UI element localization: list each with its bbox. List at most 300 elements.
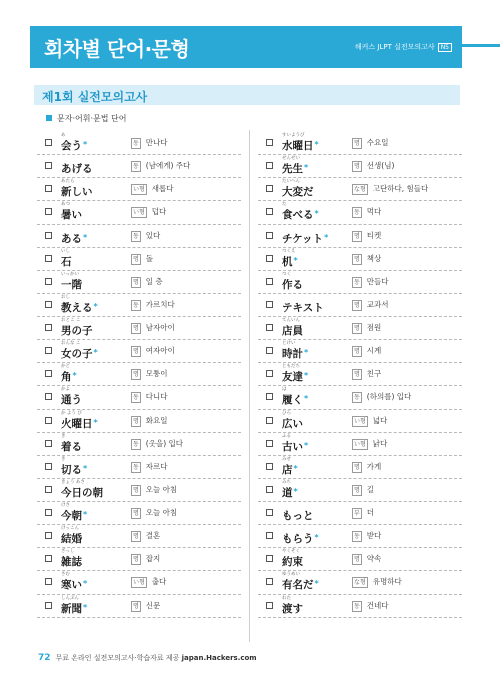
word-row [37,248,241,271]
word-kanji: 男の子 [61,325,93,337]
part-of-speech-badge: 명 [133,602,139,610]
meaning-text: 덥다 [151,207,167,217]
furigana: けさ [61,503,70,508]
checkbox[interactable] [45,393,52,400]
word-text [61,577,87,592]
meaning-text: 교과서 [366,299,389,309]
furigana: すいようび [282,133,305,138]
word-row [258,294,462,317]
word-kanji: 切る [61,463,82,476]
furigana: ゆうめい [282,572,300,578]
meaning-text: 남자아이 [145,323,175,332]
level-badge: N5 [438,43,452,52]
checkbox[interactable] [45,602,52,609]
checkbox[interactable] [266,232,273,239]
meaning-text: 있다 [145,230,161,240]
checkbox[interactable] [266,393,273,400]
word-text [282,254,298,269]
star-mark: * [293,486,298,496]
part-of-speech-badge: 명 [133,556,139,564]
word-kanji: 暑い [61,209,82,222]
part-of-speech-badge: 명 [133,510,139,517]
checkbox[interactable] [45,532,52,539]
meaning-text: 건네다 [366,600,389,610]
word-kanji: ある [61,232,82,245]
word-row [37,456,241,479]
word-kanji: 時計 [282,348,303,361]
star-mark: * [83,232,88,242]
star-mark: * [83,510,88,519]
furigana: てんいん [282,318,300,323]
word-kanji: 店員 [282,325,303,337]
part-of-speech-badge: 명 [133,255,139,263]
part-of-speech-badge: 동 [354,209,360,217]
furigana: しんぶん [61,595,79,601]
checkbox[interactable] [45,278,52,285]
part-of-speech-badge: 부 [354,510,360,517]
part-of-speech-badge: 동 [133,440,139,448]
word-text [61,138,87,153]
part-of-speech-badge: 명 [133,533,139,541]
word-row [258,456,462,479]
word-row [258,248,462,271]
meaning-text: (옷을) 입다 [145,438,184,448]
word-text [61,369,77,384]
furigana: みち [282,479,291,485]
word-kanji: 火曜日 [61,417,93,430]
part-of-speech-badge: 명 [133,348,139,356]
word-row [37,595,241,618]
checkbox[interactable] [45,417,52,424]
meaning-text: 수요일 [366,138,389,147]
meaning-text: (남에게) 주다 [145,161,191,171]
word-text [282,392,308,407]
word-row [258,317,462,340]
part-of-speech-badge: 명 [354,486,360,494]
word-kanji: 古い [282,440,303,453]
word-text [282,462,298,477]
part-of-speech-badge: い형 [354,417,366,425]
word-list-left [37,132,241,618]
word-kanji: 作る [282,278,303,291]
word-row [37,155,241,178]
word-row [37,410,241,433]
word-kanji: 角 [61,371,72,384]
word-text [282,184,315,199]
word-kanji: 教える [61,301,93,314]
checkbox[interactable] [45,370,52,377]
word-row [258,433,462,456]
furigana: き [61,433,66,439]
part-of-speech-badge: 명 [354,348,360,356]
part-of-speech-badge: 동 [133,232,139,240]
meaning-text: 잡지 [145,554,161,564]
word-kanji: 大変だ [282,186,314,199]
word-row [37,479,241,502]
footer-url: japan.Hackers.com [181,654,257,662]
word-text [61,346,98,361]
word-text [282,138,319,153]
word-kanji: 結婚 [61,533,82,546]
checkbox[interactable] [266,208,273,215]
part-of-speech-badge: 명 [354,163,360,171]
furigana: きょう あさ [61,479,85,485]
part-of-speech-badge: 명 [133,278,139,286]
word-text [61,207,83,222]
furigana: ひろ [282,410,291,416]
checkbox[interactable] [45,440,52,447]
word-row [37,178,241,201]
furigana: あ [61,133,66,138]
furigana: おとこ こ [61,318,81,323]
checkbox[interactable] [266,578,273,585]
word-row [37,225,241,248]
meaning-text: 약속 [366,554,382,564]
star-mark: * [83,140,88,149]
furigana: あたら [61,179,75,185]
checkbox[interactable] [266,255,273,262]
part-of-speech-badge: 명 [354,463,360,471]
word-kanji: 新しい [61,186,93,199]
star-mark: * [304,440,309,450]
checkbox[interactable] [266,440,273,447]
word-text [282,369,308,384]
furigana: さむ [61,572,70,578]
part-of-speech-badge: い형 [133,579,145,587]
checkbox[interactable] [45,185,52,192]
word-kanji: 店 [282,463,293,476]
checkbox[interactable] [45,578,52,585]
word-list-right [258,132,462,618]
star-mark: * [314,579,319,589]
checkbox[interactable] [45,463,52,470]
meaning-text: 고단하다, 힘들다 [372,184,429,194]
checkbox[interactable] [266,417,273,424]
word-text [61,161,94,176]
part-of-speech-badge: 동 [133,140,139,147]
checkbox[interactable] [266,532,273,539]
furigana: いし [61,248,70,254]
word-kanji: もっと [282,510,314,522]
meaning-text: 시계 [366,346,382,356]
furigana: たいへん [282,179,300,185]
word-kanji: 先生 [282,163,303,176]
checkbox[interactable] [266,486,273,493]
star-mark: * [83,602,88,612]
meaning-text: 신문 [145,600,161,610]
checkbox[interactable] [45,232,52,239]
furigana: ざっし [61,549,75,555]
word-kanji: 今朝 [61,510,82,522]
word-kanji: 新聞 [61,602,82,615]
star-mark: * [93,348,98,358]
page-footer [38,653,257,663]
star-mark: * [93,301,98,311]
word-text [61,277,83,292]
checkbox[interactable] [266,162,273,169]
checkbox[interactable] [266,370,273,377]
word-kanji: 女の子 [61,348,93,361]
header-rule [462,44,500,47]
word-text [282,231,328,246]
furigana: おんな こ [61,341,81,347]
part-of-speech-badge: な형 [354,186,366,194]
word-kanji: 有名だ [282,579,314,592]
meaning-text: 일 층 [145,276,163,286]
word-row [258,525,462,548]
part-of-speech-badge: 명 [354,301,360,309]
part-of-speech-badge: 동 [133,394,139,402]
checkbox[interactable] [266,185,273,192]
star-mark: * [83,463,88,473]
checkbox[interactable] [266,463,273,470]
part-of-speech-badge: 동 [354,394,360,402]
word-text [61,485,104,500]
word-row [258,155,462,178]
furigana: は [282,387,287,393]
page-title: 회차별 단어·문형 [44,37,190,61]
word-row [258,386,462,409]
meaning-text: (하의를) 입다 [366,392,412,402]
word-text [282,601,304,616]
meaning-text: 친구 [366,369,382,379]
furigana: ふる [282,433,291,439]
word-kanji: 会う [61,140,82,152]
meaning-text: 길 [366,484,375,494]
checkbox[interactable] [45,255,52,262]
brand-name: 해커스 JLPT 실전모의고사 [354,43,435,51]
word-text [282,485,298,500]
word-row [37,294,241,317]
part-of-speech-badge: 동 [133,163,139,171]
word-kanji: 着る [61,440,82,453]
furigana: ともだち [282,364,300,370]
meaning-text: 티켓 [366,230,382,240]
word-kanji: 履く [282,394,303,407]
word-text [282,508,315,523]
star-mark: * [304,394,309,404]
word-text [61,254,73,269]
subsection-heading [46,113,126,124]
part-of-speech-badge: い형 [354,440,366,448]
star-mark: * [72,371,77,381]
furigana: やくそく [282,549,300,555]
brand-label [355,42,452,52]
word-kanji: 約束 [282,556,303,569]
part-of-speech-badge: 명 [354,556,360,564]
checkbox[interactable] [45,347,52,354]
furigana: せんせい [282,156,300,162]
word-kanji: 石 [61,255,72,268]
word-kanji: 寒い [61,579,82,592]
checkbox[interactable] [266,602,273,609]
word-row [258,571,462,594]
word-row [258,178,462,201]
checkbox[interactable] [266,139,273,146]
word-text [282,207,319,222]
word-row [258,595,462,618]
furigana: けっこん [61,526,79,532]
part-of-speech-badge: 명 [354,371,360,379]
furigana: つく [282,271,291,277]
word-text [282,577,319,592]
part-of-speech-badge: 동 [354,533,360,541]
word-kanji: 渡す [282,602,303,615]
word-text [61,392,83,407]
word-kanji: 食べる [282,209,314,222]
part-of-speech-badge: 명 [354,140,360,147]
meaning-text: 결혼 [145,531,161,541]
star-mark: * [83,579,88,589]
word-text [61,462,87,477]
word-text [282,161,308,176]
checkbox[interactable] [266,301,273,308]
part-of-speech-badge: い형 [133,209,145,217]
furigana: かよ [61,387,70,393]
checkbox[interactable] [45,162,52,169]
word-text [282,416,304,431]
meaning-text: 자르다 [145,461,168,471]
word-row [37,433,241,456]
word-kanji: 雑誌 [61,556,82,569]
word-row [258,340,462,363]
word-text [282,346,308,361]
star-mark: * [304,371,309,381]
checkbox[interactable] [45,509,52,516]
word-kanji: あげる [61,163,93,176]
part-of-speech-badge: 명 [354,255,360,263]
word-text [61,508,87,523]
word-row [258,225,462,248]
meaning-text: 책상 [366,253,382,263]
word-text [61,601,87,616]
word-row [37,525,241,548]
page-number: 72 [38,653,51,663]
part-of-speech-badge: 명 [354,325,360,332]
word-text [61,323,94,338]
section-banner [34,85,460,105]
word-kanji: 友達 [282,371,303,384]
word-row [37,271,241,294]
part-of-speech-badge: 동 [354,602,360,610]
word-kanji: 机 [282,255,293,268]
checkbox[interactable] [45,324,52,331]
star-mark: * [304,163,309,173]
checkbox[interactable] [45,139,52,146]
meaning-text: 가게 [366,461,382,471]
checkbox[interactable] [266,509,273,516]
word-text [282,531,319,546]
word-row [258,548,462,571]
meaning-text: 먹다 [366,207,382,217]
section-title: 제1회 실전모의고사 [42,90,148,104]
word-text [61,184,94,199]
word-text [282,277,304,292]
star-mark: * [293,463,298,473]
meaning-text: 넓다 [372,415,388,425]
meaning-text: 오늘 아침 [145,484,178,494]
part-of-speech-badge: な형 [354,579,366,587]
footer-text: 무료 온라인 실전모의고사·학습자료 제공 [55,654,180,662]
word-row [37,201,241,224]
word-kanji: 今日の朝 [61,486,103,499]
furigana: みせ [282,456,291,462]
checkbox[interactable] [45,301,52,308]
checkbox[interactable] [266,278,273,285]
meaning-text: 만나다 [145,138,168,147]
word-text [282,300,325,315]
furigana: とけい [282,341,296,347]
word-row [258,201,462,224]
word-row [258,410,462,433]
word-text [61,554,83,569]
page-header [30,26,462,68]
checkbox[interactable] [45,555,52,562]
word-row [258,502,462,525]
meaning-text: 돌 [145,253,154,263]
word-text [61,531,83,546]
star-mark: * [314,209,319,219]
word-row [37,340,241,363]
meaning-text: 유명하다 [372,577,402,587]
word-kanji: 通う [61,394,82,407]
furigana: た [282,202,287,208]
word-row [258,132,462,155]
word-row [37,502,241,525]
meaning-text: 오늘 아침 [145,508,178,517]
star-mark: * [324,232,329,242]
part-of-speech-badge: 명 [133,486,139,494]
checkbox[interactable] [45,486,52,493]
word-kanji: 道 [282,486,293,499]
word-row [37,571,241,594]
word-row [258,363,462,386]
column-divider [249,130,250,642]
word-row [37,132,241,155]
square-bullet-icon [46,115,52,121]
star-mark: * [293,255,298,265]
checkbox[interactable] [266,347,273,354]
subsection-label: 문자·어휘·문법 단어 [57,114,127,123]
star-mark: * [314,140,319,149]
checkbox[interactable] [266,555,273,562]
star-mark: * [304,348,309,358]
part-of-speech-badge: 동 [133,301,139,309]
word-text [282,554,304,569]
meaning-text: 새롭다 [151,184,174,194]
checkbox[interactable] [45,208,52,215]
part-of-speech-badge: 동 [354,278,360,286]
word-row [37,548,241,571]
meaning-text: 만들다 [366,276,389,286]
word-kanji: チケット [282,232,324,245]
meaning-text: 춥다 [151,577,167,587]
meaning-text: 낡다 [372,438,388,448]
word-kanji: テキスト [282,301,324,314]
furigana: いっかい [61,271,79,277]
furigana: つくえ [282,248,296,254]
word-kanji: もらう [282,533,314,546]
meaning-text: 가르치다 [145,299,175,309]
word-row [37,317,241,340]
word-text [61,439,83,454]
furigana: き [61,456,66,462]
meaning-text: 모퉁이 [145,369,168,379]
meaning-text: 받다 [366,531,382,541]
checkbox[interactable] [266,324,273,331]
part-of-speech-badge: 명 [133,371,139,379]
word-kanji: 一階 [61,278,82,291]
